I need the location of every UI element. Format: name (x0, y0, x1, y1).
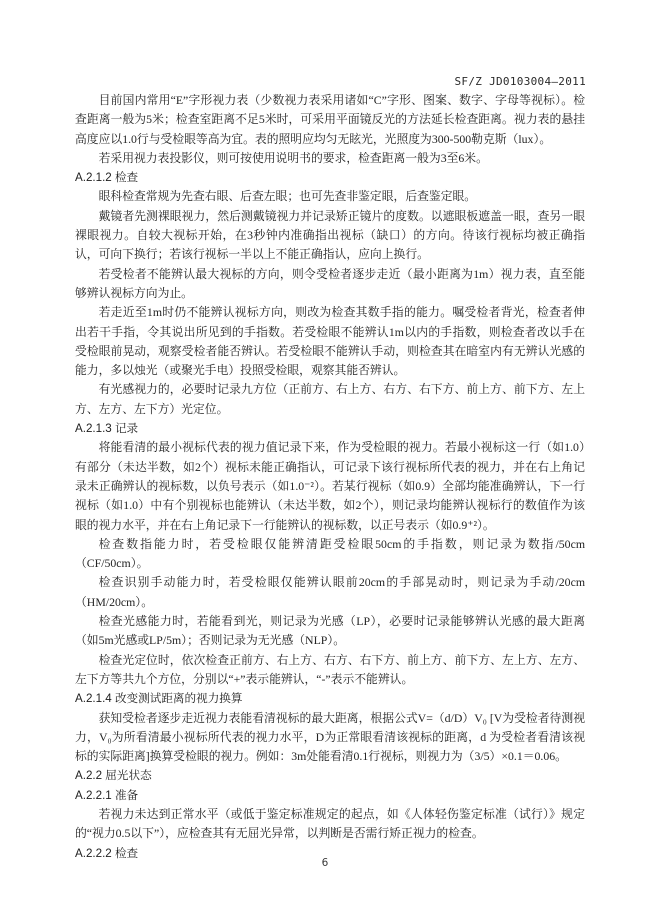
paragraph-approach-chart: 若受检者不能辨认最大视标的方向，则令受检者逐步走近（最小距离为1m）视力表，直至能够辨认视标方向为止。 (75, 266, 585, 300)
paragraph-finger-count-test: 若走近至1m时仍不能辨认视标方向，则改为检查其数手指的能力。嘱受检者背光，检查者伸出若干手指，令其说出所见到的手指数。若受检眼不能辨认1m以内的手指数，则检查者改以手在受检眼前晃动，观察受检者能否辨认。若受检眼不能辨认手动，则检查其在暗室内有无辨认光感的能力，多以烛光（或聚光手电）投照受检眼，观察其能否辨认。 (75, 305, 585, 378)
document-body (75, 91, 585, 863)
paragraph-refraction-preparation: 若视力未达到正常水平（或低于鉴定标准规定的起点，如《人体轻伤鉴定标准（试行）》规定的“视力0.5以下”），应检查其有无屈光异常，以判断是否需行矫正视力的检查。 (75, 806, 585, 841)
page-number: 6 (321, 857, 329, 869)
paragraph-record-hand-motion: 检查识别手动能力时，若受检眼仅能辨认眼前20cm的手部晃动时，则记录为手动/20cm（HM/20cm）。 (75, 575, 585, 609)
paragraph-record-finger-count: 检查数指能力时，若受检眼仅能辨清距受检眼50cm的手指数，则记录为数指/50cm（CF/50cm）。 (75, 536, 585, 571)
paragraph-visual-chart-intro: 目前国内常用“E”字形视力表（少数视力表采用诸如“C”字形、图案、数字、字母等视标）。检查距离一般为5米；检查室距离不足5米时，可采用平面镜反光的方法延长检查距离。视力表的悬挂高度应以1.0行与受检眼等高为宜。表的照明应均匀无眩光，光照度为300-500勒克斯（lux）。 (75, 93, 585, 146)
paragraph-recording-rules: 将能看清的最小视标代表的视力值记录下来，作为受检眼的视力。若最小视标这一行（如1.0）有部分（未达半数，如2个）视标未能正确指认，可记录下该行视标所代表的视力，并在右上角记录未正确辨认的视标数，以负号表示（如1.0⁻²）。若某行视标（如0.9）全部均能准确辨认，下一行视标（如1.0）中有个别视标也能辨认（未达半数，如2个），则记录均能辨认视标行的数值作为该眼的视力水平，并在右上角记录下一行能辨认的视标数，以正号表示（如0.9⁺²）。 (75, 440, 585, 532)
paragraph-exam-order: 眼科检查常规为先查右眼、后查左眼；也可先查非鉴定眼，后查鉴定眼。 (98, 189, 477, 204)
paragraph-record-light-perception: 检查光感能力时，若能看到光，则记录为光感（LP），必要时记录能够辨认光感的最大距离（如5m光感或LP/5m）；否则记录为无光感（NLP）。 (75, 614, 585, 648)
paragraph-light-perception-positions: 有光感视力的，必要时记录九方位（正前方、右上方、右方、右下方、前上方、前下方、左上方、左方、左下方）光定位。 (75, 382, 585, 416)
paragraph-projector-note: 若采用视力表投影仪，则可按使用说明书的要求，检查距离一般为3至6米。 (98, 150, 488, 165)
heading-a2-2-2-inspection: A.2.2.2 检查 (75, 846, 139, 860)
standard-code-header: SF/Z JD0103004—2011 (454, 75, 586, 88)
paragraph-conversion-formula: 获知受检者逐步走近视力表能看清视标的最大距离，根据公式V=（d/D）V₀ [V为受检者待测视力，V₀为所看清最小视标所代表的视力水平，D为正常眼看清该视标的距离，d 为受检者看清该视标的实际距离]换算受检眼的视力。例如：3m处能看清0.1行视标，则视力为（3/5）×0.1＝0.06。 (75, 710, 585, 764)
paragraph-glasses-test-procedure: 戴镜者先测裸眼视力，然后测戴镜视力并记录矫正镜片的度数。以遮眼板遮盖一眼，查另一眼裸眼视力。自较大视标开始，在3秒钟内准确指出视标（缺口）的方向。待该行视标均被正确指认，可向下换行；若该行视标一半以上不能正确指认，应向上换行。 (75, 208, 585, 262)
heading-a2-2-refraction-state: A.2.2 屈光状态 (75, 769, 152, 783)
heading-a2-1-4-distance-conversion: A.2.1.4 改变测试距离的视力换算 (75, 692, 243, 706)
heading-a2-1-3-recording: A.2.1.3 记录 (75, 422, 139, 436)
heading-a2-1-2-inspection: A.2.1.2 检查 (75, 171, 139, 185)
heading-a2-2-1-preparation: A.2.2.1 准备 (75, 788, 139, 802)
paragraph-record-light-localization: 检查光定位时，依次检查正前方、右上方、右方、右下方、前上方、前下方、左上方、左方、左下方等共九个方位，分别以“+”表示能辨认，“-”表示不能辨认。 (75, 652, 585, 686)
